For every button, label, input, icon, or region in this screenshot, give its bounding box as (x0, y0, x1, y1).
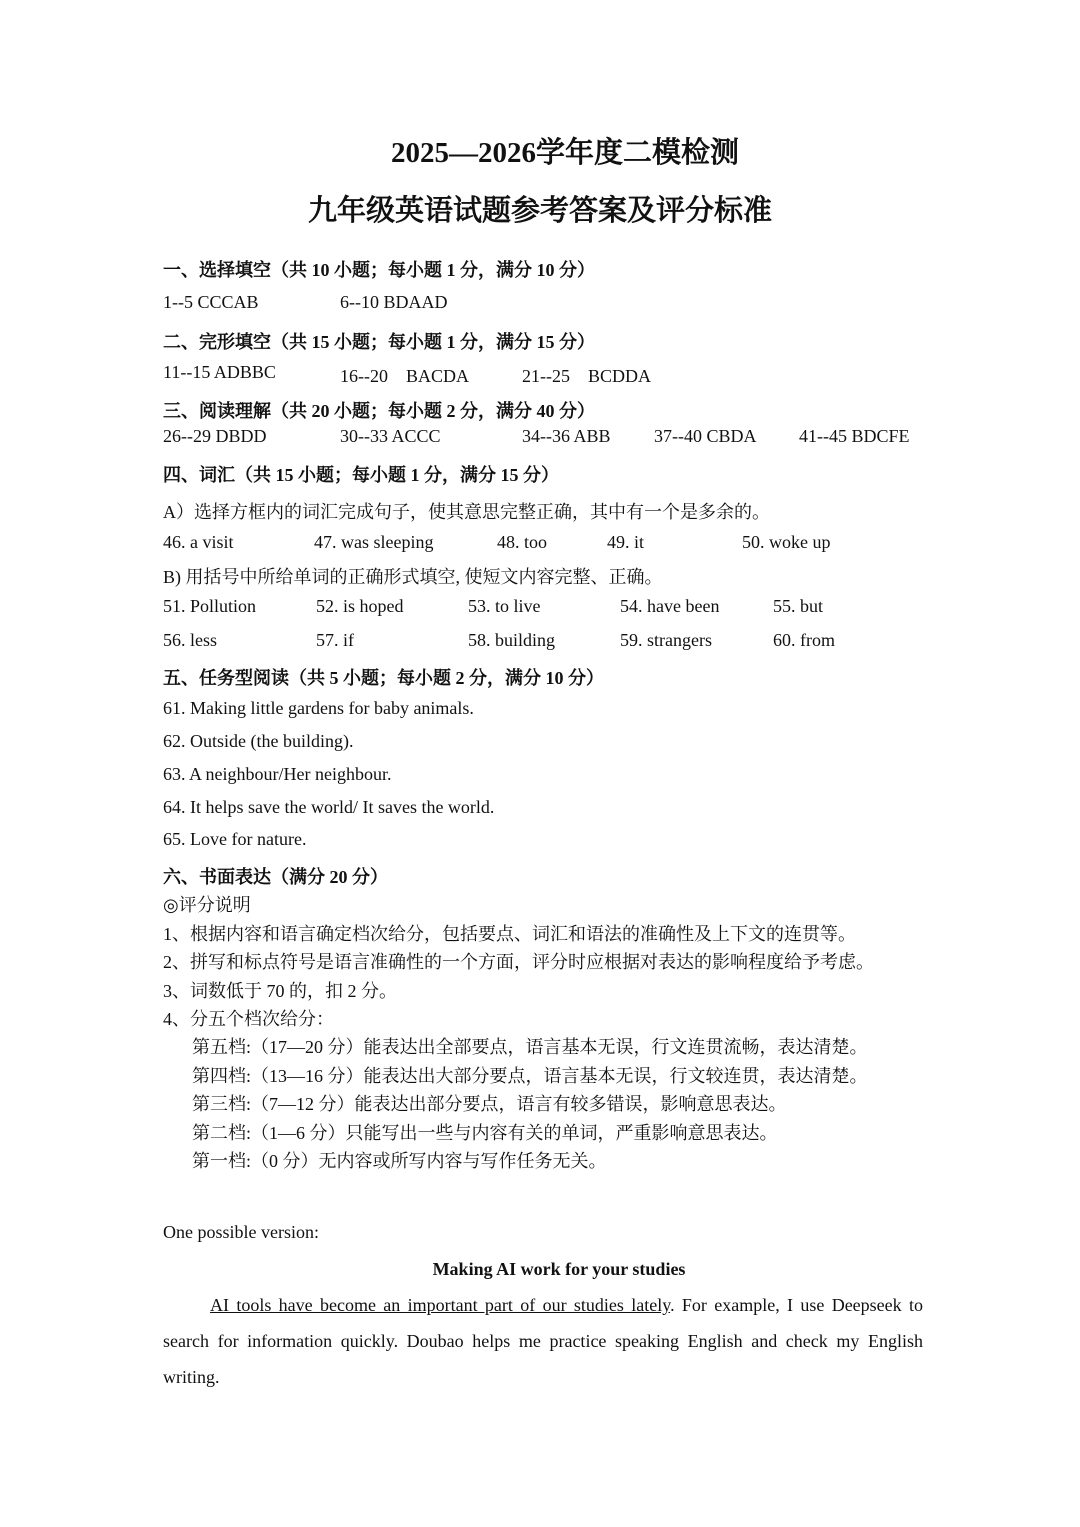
answer-group: 6--10 BDAAD (340, 292, 448, 312)
answer-item: 53. to live (468, 596, 541, 616)
sample-intro: One possible version: (163, 1222, 319, 1242)
answer-item: 47. was sleeping (314, 532, 434, 552)
answer-item: 57. if (316, 630, 354, 650)
essay-text: . For example, I use Deepseek to search for information quickly. Doubao helps me practice speaking English and check my English writing. (163, 1295, 923, 1387)
section1-heading: 一、选择填空（共 10 小题；每小题 1 分，满分 10 分） (163, 260, 595, 280)
scoring-rule: 4、分五个档次给分： (163, 1009, 334, 1029)
answer-item: 60. from (773, 630, 835, 650)
section4-heading: 四、词汇（共 15 小题；每小题 1 分，满分 15 分） (163, 465, 559, 485)
scoring-note-title: ◎评分说明 (163, 895, 251, 915)
answer-item: 58. building (468, 630, 556, 650)
scoring-level: 第三档:（7—12 分）能表达出部分要点，语言有较多错误，影响意思表达。 (192, 1094, 787, 1114)
scoring-rule: 2、拼写和标点符号是语言准确性的一个方面，评分时应根据对表达的影响程度给予考虑。 (163, 952, 874, 972)
answer-line: 64. It helps save the world/ It saves the world. (163, 797, 495, 817)
essay-paragraph (163, 1287, 923, 1395)
answer-group: 41--45 BDCFE (799, 426, 910, 446)
answer-item: 49. it (607, 532, 645, 552)
part-a-instruction: A）选择方框内的词汇完成句子，使其意思完整正确，其中有一个是多余的。 (163, 502, 770, 522)
answer-group: 34--36 ABB (522, 426, 611, 446)
essay-title: Making AI work for your studies (432, 1259, 686, 1279)
page-title-line1: 2025—2026学年度二模检测 (390, 137, 739, 169)
answer-group: 26--29 DBDD (163, 426, 267, 446)
answer-item: 51. Pollution (163, 596, 257, 616)
page-title-line2: 九年级英语试题参考答案及评分标准 (307, 195, 772, 227)
answer-item: 54. have been (620, 596, 720, 616)
section2-heading: 二、完形填空（共 15 小题；每小题 1 分，满分 15 分） (163, 332, 595, 352)
essay-underlined-sentence: AI tools have become an important part of our studies lately (210, 1295, 671, 1315)
answer-item: 50. woke up (742, 532, 831, 552)
scoring-level: 第五档:（17—20 分）能表达出全部要点，语言基本无误，行文连贯流畅，表达清楚。 (192, 1037, 868, 1057)
answer-group: 30--33 ACCC (340, 426, 441, 446)
answer-item: 59. strangers (620, 630, 712, 650)
answer-line: 62. Outside (the building). (163, 731, 354, 751)
answer-item: 55. but (773, 596, 824, 616)
section5-heading: 五、任务型阅读（共 5 小题；每小题 2 分，满分 10 分） (163, 668, 604, 688)
scoring-level: 第四档:（13—16 分）能表达出大部分要点，语言基本无误，行文较连贯，表达清楚。 (192, 1066, 868, 1086)
scoring-rule: 1、根据内容和语言确定档次给分，包括要点、词汇和语法的准确性及上下文的连贯等。 (163, 924, 856, 944)
answer-group: 16--20 BACDA (340, 366, 469, 386)
section3-heading: 三、阅读理解（共 20 小题；每小题 2 分，满分 40 分） (163, 401, 595, 421)
answer-group: 37--40 CBDA (654, 426, 757, 446)
answer-item: 46. a visit (163, 532, 234, 552)
scoring-level: 第一档:（0 分）无内容或所写内容与写作任务无关。 (192, 1151, 607, 1171)
answer-line: 61. Making little gardens for baby animals. (163, 698, 474, 718)
answer-item: 56. less (163, 630, 217, 650)
answer-item: 52. is hoped (316, 596, 404, 616)
answer-group: 1--5 CCCAB (163, 292, 259, 312)
answer-line: 63. A neighbour/Her neighbour. (163, 764, 392, 784)
part-b-instruction: B) 用括号中所给单词的正确形式填空, 使短文内容完整、正确。 (163, 567, 663, 587)
answer-group: 11--15 ADBBC (163, 362, 276, 382)
answer-item: 48. too (497, 532, 548, 552)
answer-group: 21--25 BCDDA (522, 366, 651, 386)
scoring-level: 第二档:（1—6 分）只能写出一些与内容有关的单词，严重影响意思表达。 (192, 1123, 778, 1143)
scoring-rule: 3、词数低于 70 的，扣 2 分。 (163, 981, 397, 1001)
section6-heading: 六、书面表达（满分 20 分） (163, 867, 388, 887)
answer-line: 65. Love for nature. (163, 829, 307, 849)
